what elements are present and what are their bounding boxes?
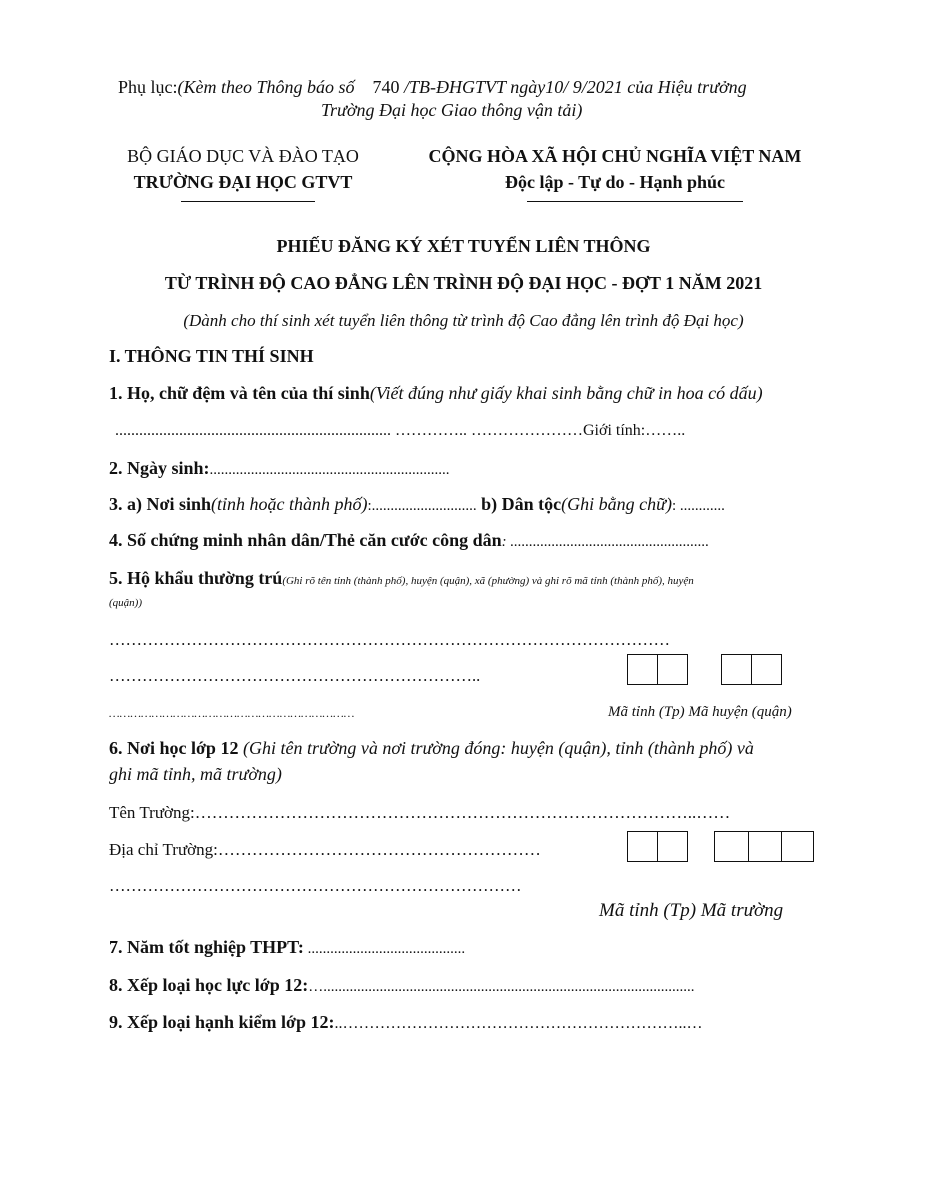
q6-school-code-box-1[interactable] [714,831,749,862]
q7-fill[interactable]: .......................................... [303,941,466,957]
q9-fill[interactable]: ..………………………………………………………..… [334,1015,703,1032]
q5-note-continued: (quận)) [109,597,142,609]
q8-label: 8. Xếp loại học lực lớp 12: [109,975,309,995]
q1-note: (Viết đúng như giấy khai sinh bằng chữ in hoa có dấu) [369,383,763,403]
appendix-note-c: / 9/2021 của Hiệu trưởng [563,77,747,97]
q5-district-code-box-2[interactable] [751,654,782,685]
ministry-name: BỘ GIÁO DỤC VÀ ĐÀO TẠO [127,146,359,166]
appendix-prefix: Phụ lục: [118,77,178,97]
section-heading: I. THÔNG TIN THÍ SINH [109,346,314,366]
national-motto: Độc lập - Tự do - Hạnh phúc [504,172,726,192]
q3-label: 3. a) Nơi sinh [109,494,211,514]
q3b-label: b) Dân tộc [481,494,562,514]
q3-note: (tỉnh hoặc thành phố) [211,494,368,514]
appendix-note-a: (Kèm theo Thông báo số [177,77,355,97]
q6-row [109,738,754,759]
q6-province-code-box-2[interactable] [657,831,688,862]
appendix-line1 [118,77,747,98]
q6-province-code-box-1[interactable] [627,831,658,862]
q5-province-code-box-2[interactable] [657,654,688,685]
q6-school-code-box-2[interactable] [748,831,782,862]
q5-note: (Ghi rõ tên tỉnh (thành phố), huyện (quận), xã (phường) và ghi rõ mã tỉnh (thành phố), huyện [282,575,694,587]
q6-school-address[interactable]: Địa chỉ Trường:………………………………………………… [109,840,541,859]
right-header-underline [527,201,743,202]
q3b-fill[interactable]: : ............ [671,498,725,514]
q5-code-label: Mã tỉnh (Tp) Mã huyện (quận) [608,704,792,720]
appendix-note-b: /TB-ĐHGTVT ngày [404,77,546,97]
appendix-line2: Trường Đại học Giao thông vận tải) [321,100,583,120]
appendix-day: 10 [545,77,564,97]
q5-fill-line2[interactable]: ………………………………………………………….. [109,666,481,685]
q3-row [109,494,725,515]
form-title-line1: PHIẾU ĐĂNG KÝ XÉT TUYỂN LIÊN THÔNG [276,236,651,256]
left-header-underline [181,201,315,202]
q1-label: 1. Họ, chữ đệm và tên của thí sinh [109,383,370,403]
q9-label: 9. Xếp loại hạnh kiểm lớp 12: [109,1012,335,1032]
q6-note: (Ghi tên trường và nơi trường đóng: huyện (quận), tỉnh (thành phố) và [238,738,754,758]
q6-note-continued: ghi mã tỉnh, mã trường) [109,764,282,784]
q5-district-code-box-1[interactable] [721,654,752,685]
appendix-number: 740 [372,77,400,97]
q3b-note: (Ghi bằng chữ) [561,494,672,514]
q4-fill[interactable]: : ..................................................... [501,534,710,550]
q4-label: 4. Số chứng minh nhân dân/Thẻ căn cước công dân [109,530,502,550]
q2-label: 2. Ngày sinh: [109,458,210,478]
q7-row [109,937,465,958]
q4-row [109,530,709,551]
q2-row [109,458,450,479]
q1-row [109,383,763,404]
q9-row [109,1012,703,1033]
university-name: TRƯỜNG ĐẠI HỌC GTVT [133,172,353,192]
q6-school-name[interactable]: Tên Trường:……………………………………………………………………………..…… [109,803,731,822]
republic-name: CỘNG HÒA XÃ HỘI CHỦ NGHĨA VIỆT NAM [428,146,802,166]
form-subtitle: (Dành cho thí sinh xét tuyển liên thông từ trình độ Cao đẳng lên trình độ Đại học) [183,311,744,330]
q8-fill[interactable]: …................................................................................................... [308,979,695,995]
form-title-line2: TỪ TRÌNH ĐỘ CAO ĐẲNG LÊN TRÌNH ĐỘ ĐẠI HỌC - ĐỢT 1 NĂM 2021 [164,273,763,293]
q7-label: 7. Năm tốt nghiệp THPT: [109,937,304,957]
q5-row [109,568,694,589]
q2-fill[interactable]: ................................................................ [209,462,450,478]
q8-row [109,975,695,996]
q3-fill[interactable]: :............................ [367,498,477,514]
q5-label: 5. Hộ khẩu thường trú [109,568,283,588]
q6-school-code-box-3[interactable] [781,831,814,862]
q6-code-label: Mã tỉnh (Tp) Mã trường [599,900,784,921]
q5-fill-line3[interactable]: …………………………………………………………… [109,706,355,720]
q6-fill-line[interactable]: ………………………………………………………………… [109,876,522,895]
q5-province-code-box-1[interactable] [627,654,658,685]
q6-label: 6. Nơi học lớp 12 [109,738,239,758]
q1-fill-line[interactable]: ..................................................................... ………….. …………………Giới tính:…….. [115,422,686,439]
q5-fill-line1[interactable]: ………………………………………………………………………………………… [109,630,670,649]
